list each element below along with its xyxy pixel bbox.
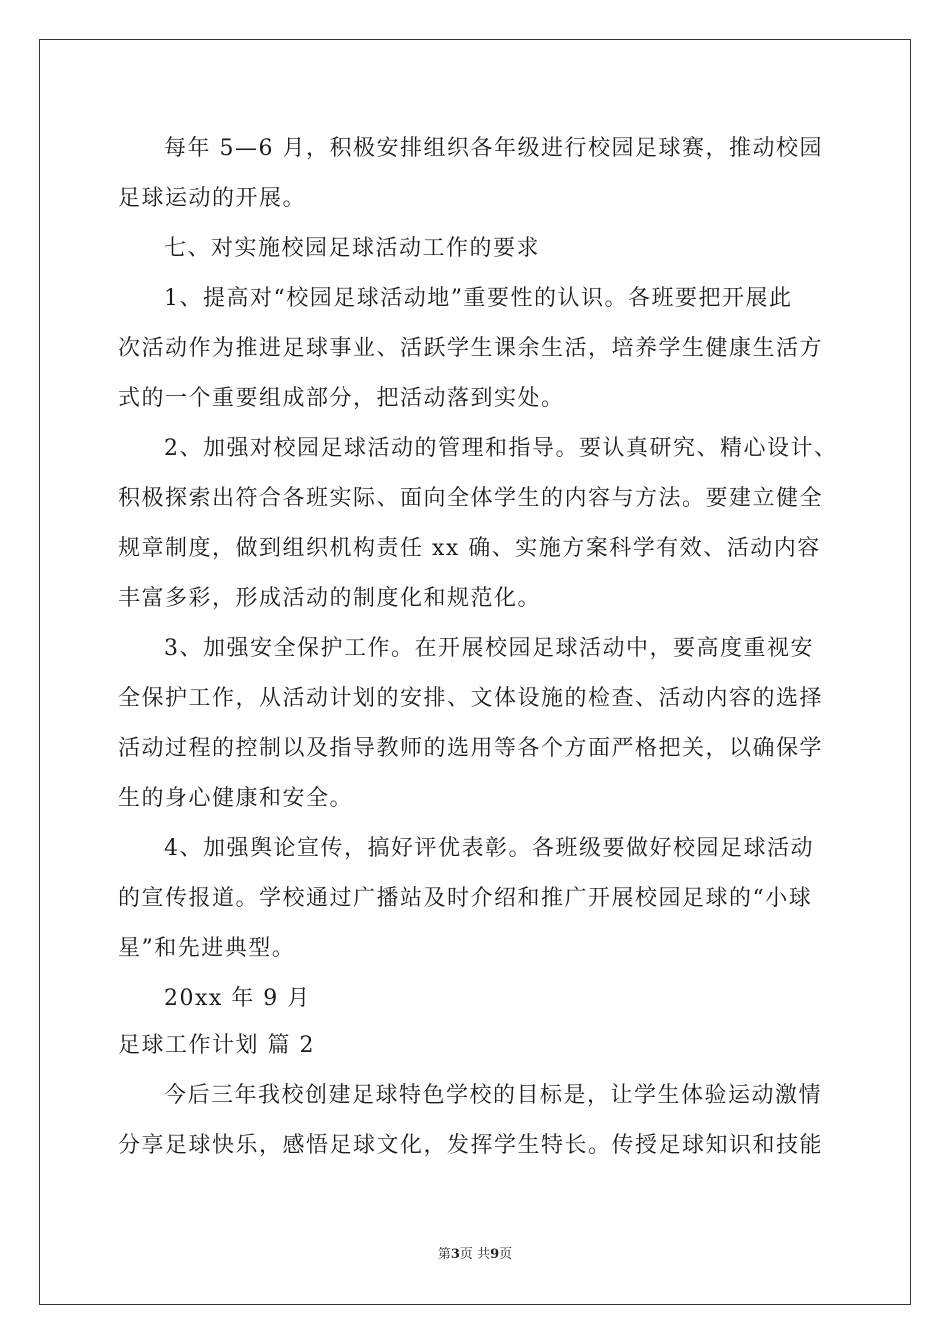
paragraph-line: 丰富多彩，形成活动的制度化和规范化。	[118, 586, 542, 611]
paragraph-line: 今后三年我校创建足球特色学校的目标是，让学生体验运动激情	[164, 1083, 823, 1108]
paragraph-line: 活动过程的控制以及指导教师的选用等各个方面严格把关，以确保学	[118, 736, 824, 761]
section-heading: 七、对实施校园足球活动工作的要求	[164, 236, 541, 261]
footer-current-page: 3	[450, 1247, 460, 1262]
section-title: 足球工作计划 篇 2	[118, 1033, 315, 1058]
footer-suffix: 页	[499, 1247, 513, 1262]
paragraph-line: 2、加强对校园足球活动的管理和指导。要认真研究、精心设计、	[164, 436, 838, 461]
paragraph-line: 每年 5—6 月，积极安排组织各年级进行校园足球赛，推动校园	[164, 136, 823, 161]
footer-middle: 页 共	[459, 1247, 491, 1262]
paragraph-line: 生的身心健康和安全。	[118, 786, 354, 811]
page-border	[39, 39, 911, 1305]
paragraph-line: 3、加强安全保护工作。在开展校园足球活动中，要高度重视安	[164, 636, 814, 661]
paragraph-line: 1、提高对“校园足球活动地”重要性的认识。各班要把开展此	[164, 286, 793, 311]
paragraph-line: 式的一个重要组成部分，把活动落到实处。	[118, 386, 565, 411]
footer-total-pages: 9	[490, 1247, 500, 1262]
paragraph-line: 次活动作为推进足球事业、活跃学生课余生活，培养学生健康生活方	[118, 336, 824, 361]
date-line: 20xx 年 9 月	[164, 986, 311, 1011]
paragraph-line: 分享足球快乐，感悟足球文化，发挥学生特长。传授足球知识和技能	[118, 1133, 824, 1158]
paragraph-line: 4、加强舆论宣传，搞好评优表彰。各班级要做好校园足球活动	[164, 836, 814, 861]
footer-prefix: 第	[437, 1247, 451, 1262]
paragraph-line: 全保护工作，从活动计划的安排、文体设施的检查、活动内容的选择	[118, 686, 824, 711]
paragraph-line: 星”和先进典型。	[118, 936, 296, 961]
paragraph-line: 积极探索出符合各班实际、面向全体学生的内容与方法。要建立健全	[118, 486, 824, 511]
paragraph-line: 足球运动的开展。	[118, 186, 307, 211]
paragraph-line: 规章制度，做到组织机构责任 xx 确、实施方案科学有效、活动内容	[118, 536, 821, 561]
paragraph-line: 的宣传报道。学校通过广播站及时介绍和推广开展校园足球的“小球	[118, 886, 813, 911]
page-footer	[0, 1246, 950, 1264]
